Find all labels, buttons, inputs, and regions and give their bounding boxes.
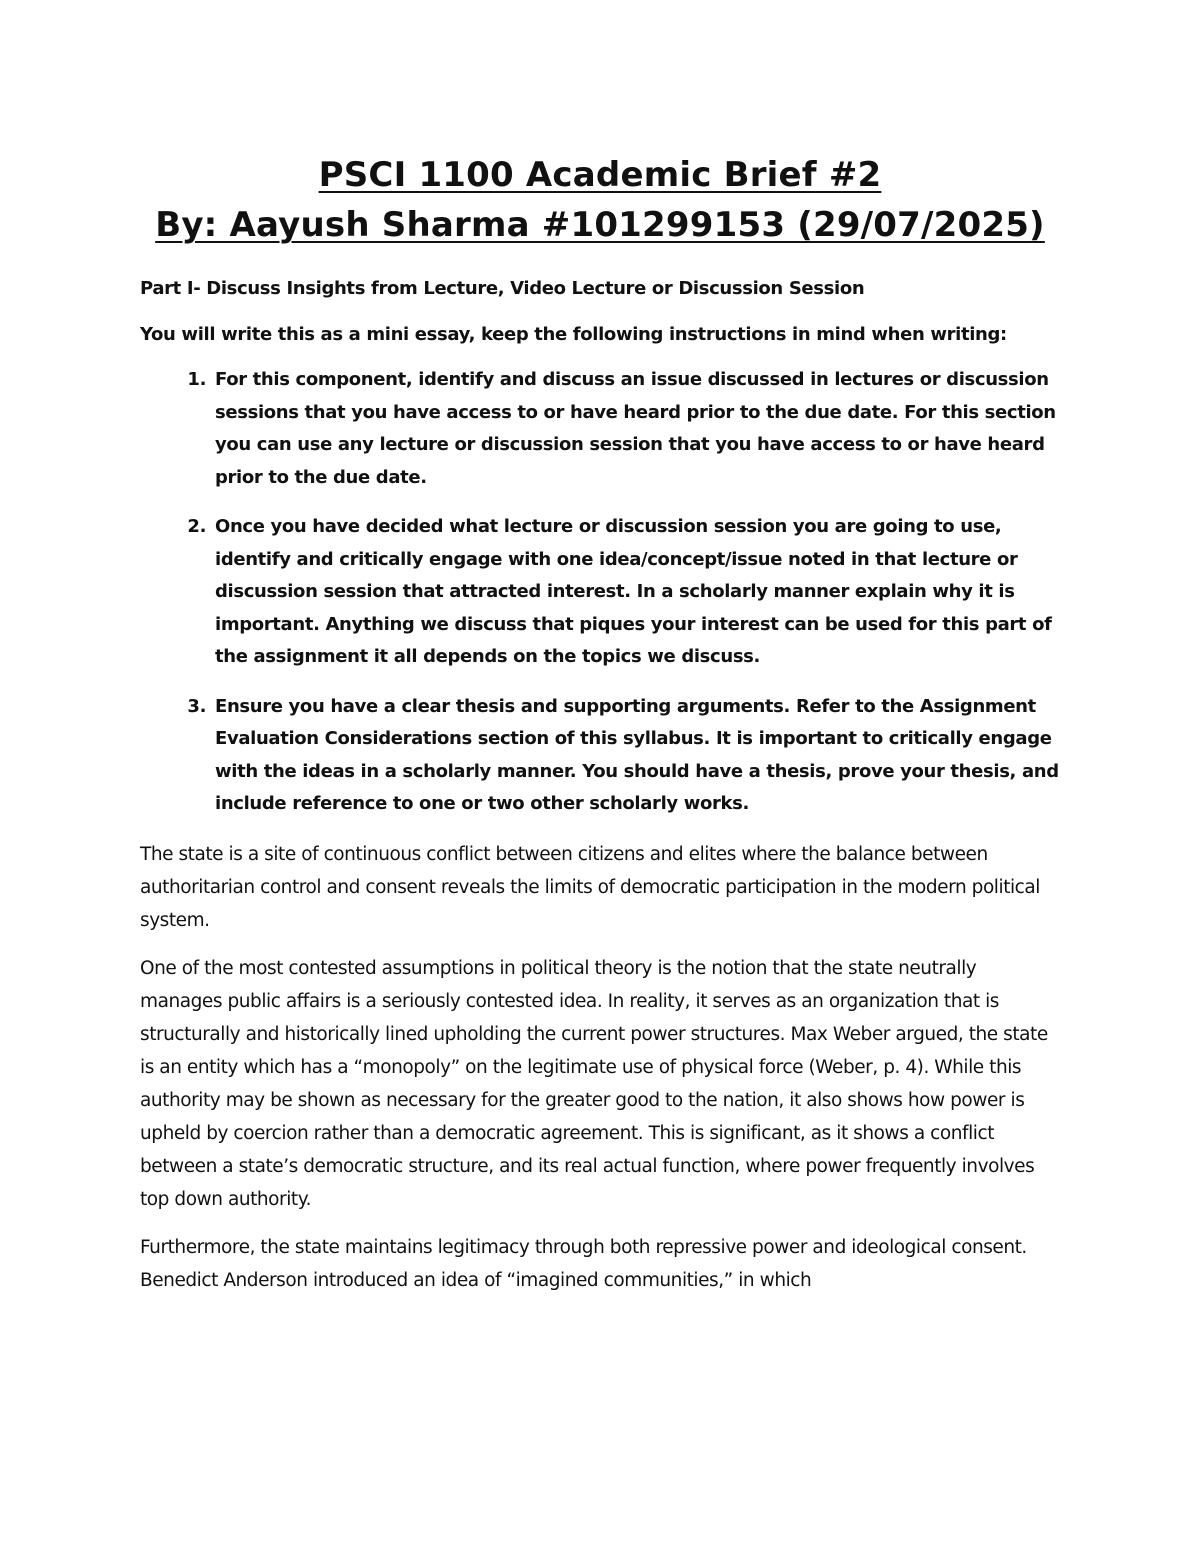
part-heading: Part I- Discuss Insights from Lecture, Video Lecture or Discussion Session xyxy=(140,278,865,299)
instruction-item-1: 1. For this component, identify and discuss an issue discussed in lectures or discussion sessions that you have access to or have heard prior to the due date. For this section you can use any lecture or discussion session that you have access to or have heard prior to the due date. xyxy=(212,364,1060,494)
body-paragraph-1: One of the most contested assumptions in political theory is the notion that the state neutrally manages public affairs is a seriously contested idea. In reality, it serves as an organization that is structurally and historically lined upholding the current power structures. Max Weber argued, the state is an entity which has a “monopoly” on the legitimate use of physical force (Weber, p. 4). While this authority may be shown as necessary for the greater good to the nation, it also shows how power is upheld by coercion rather than a democratic agreement. This is significant, as it shows a conflict between a state’s democratic structure, and its real actual function, where power frequently involves top down authority. xyxy=(140,957,1048,1210)
thesis-paragraph: The state is a site of continuous conflict between citizens and elites where the balance between authoritarian control and consent reveals the limits of democratic participation in the modern political system. xyxy=(140,843,1040,931)
document-page xyxy=(140,150,1060,1312)
intro-text: You will write this as a mini essay, keep the following instructions in mind when writing: xyxy=(140,324,1007,345)
instruction-item-2: 2. Once you have decided what lecture or discussion session you are going to use, identify and critically engage with one idea/concept/issue noted in that lecture or discussion session that attracted interest. In a scholarly manner explain why it is important. Anything we discuss that piques your interest can be used for this part of the assignment it all depends on the topics we discuss. xyxy=(212,511,1060,674)
document-title: PSCI 1100 Academic Brief #2 xyxy=(318,155,882,195)
document-subtitle: By: Aayush Sharma #101299153 (29/07/2025) xyxy=(155,205,1045,245)
body-paragraph-2: Furthermore, the state maintains legitimacy through both repressive power and ideological consent. Benedict Anderson introduced an idea of “imagined communities,” in which xyxy=(140,1236,1027,1291)
instruction-item-3: 3. Ensure you have a clear thesis and supporting arguments. Refer to the Assignment Evaluation Considerations section of this syllabus. It is important to critically engage with the ideas in a scholarly manner. You should have a thesis, prove your thesis, and include reference to one or two other scholarly works. xyxy=(212,691,1060,821)
instruction-list xyxy=(140,364,1060,821)
